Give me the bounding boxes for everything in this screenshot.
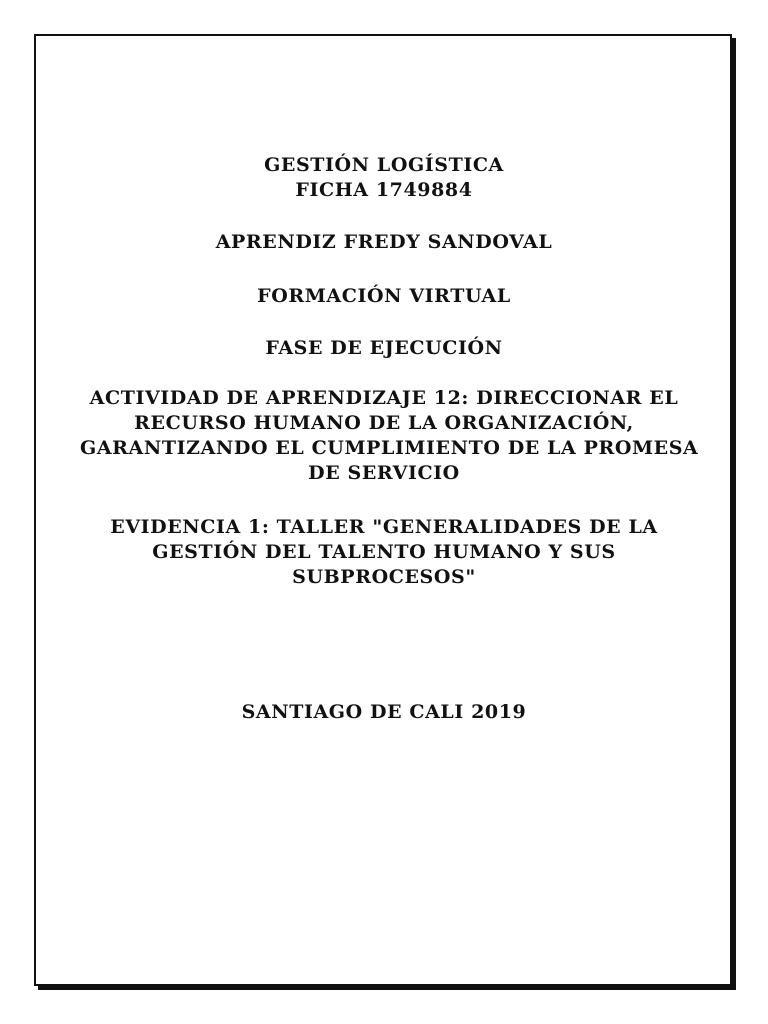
mode-block	[80, 284, 688, 309]
author-block	[80, 230, 688, 255]
author-name: APRENDIZ FREDY SANDOVAL	[215, 231, 553, 253]
course-ficha: FICHA 1749884	[295, 179, 473, 201]
evidence-block	[80, 515, 688, 590]
place-year: SANTIAGO DE CALI 2019	[241, 701, 527, 723]
training-mode: FORMACIÓN VIRTUAL	[257, 285, 511, 307]
evidence-line: SUBPROCESOS"	[292, 566, 476, 588]
evidence-line: EVIDENCIA 1: TALLER "GENERALIDADES DE LA	[110, 516, 658, 538]
activity-block	[80, 386, 699, 486]
place-year-block	[80, 700, 688, 725]
activity-line: DE SERVICIO	[308, 462, 460, 484]
activity-line: ACTIVIDAD DE APRENDIZAJE 12: DIRECCIONAR EL	[89, 387, 679, 409]
phase-label: FASE DE EJECUCIÓN	[265, 337, 503, 359]
evidence-line: GESTIÓN DEL TALENTO HUMANO Y SUS	[152, 541, 616, 563]
course-title-block	[80, 153, 688, 203]
phase-block	[80, 336, 688, 361]
activity-line: RECURSO HUMANO DE LA ORGANIZACIÓN,	[134, 412, 634, 434]
activity-line: GARANTIZANDO EL CUMPLIMIENTO DE LA PROMESA	[80, 437, 699, 459]
course-title: GESTIÓN LOGÍSTICA	[264, 154, 504, 176]
